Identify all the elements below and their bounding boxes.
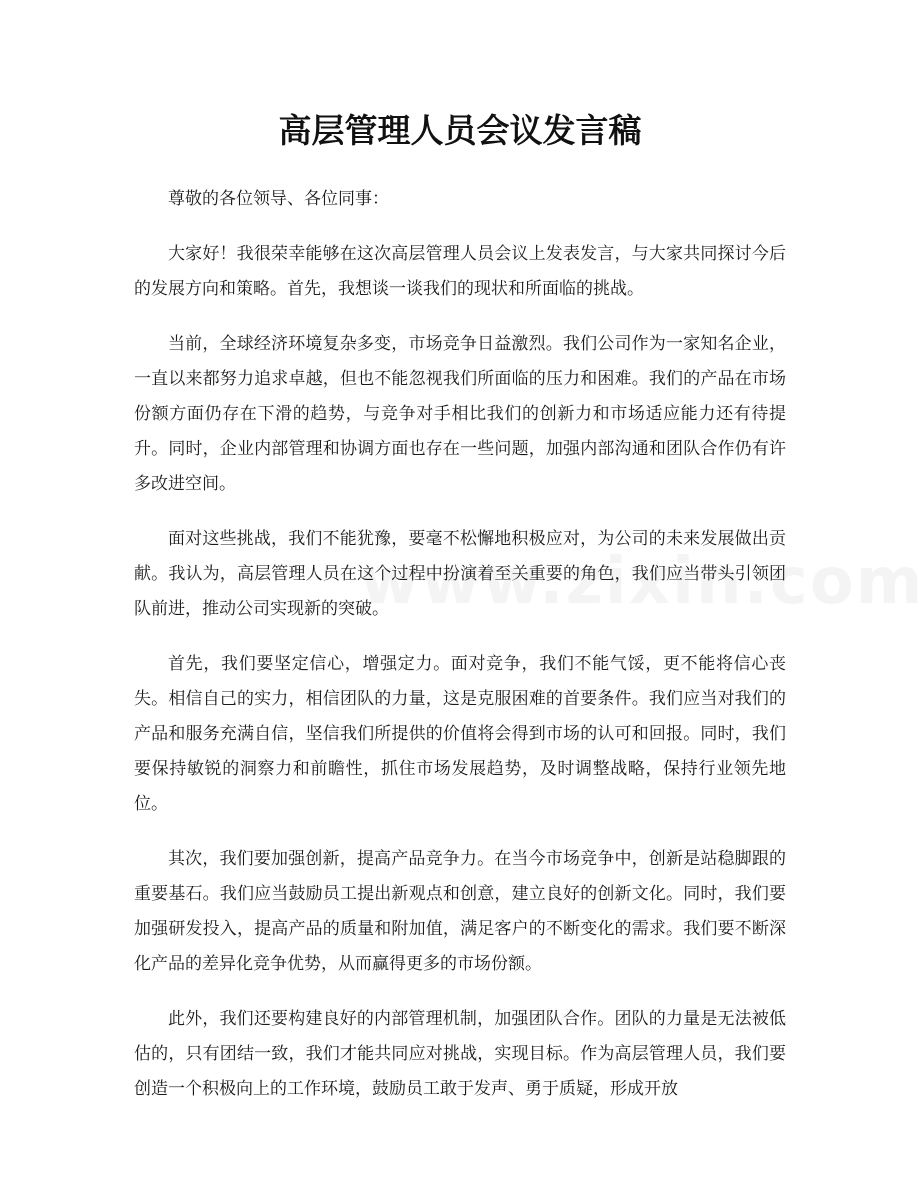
document-body: [134, 182, 786, 1127]
paragraph: 首先，我们要坚定信心，增强定力。面对竞争，我们不能气馁，更不能将信心丧失。相信自己的实力，相信团队的力量，这是克服困难的首要条件。我们应当对我们的产品和服务充满自信，坚信我们所提供的价值将会得到市场的认可和回报。同时，我们要保持敏锐的洞察力和前瞻性，抓住市场发展趋势，及时调整战略，保持行业领先地位。: [134, 654, 786, 814]
paragraph: 当前，全球经济环境复杂多变，市场竞争日益激烈。我们公司作为一家知名企业，一直以来都努力追求卓越，但也不能忽视我们所面临的压力和困难。我们的产品在市场份额方面仍存在下滑的趋势，与竞争对手相比我们的创新力和市场适应能力还有待提升。同时，企业内部管理和协调方面也存在一些问题，加强内部沟通和团队合作仍有许多改进空间。: [134, 334, 786, 494]
paragraph: 其次，我们要加强创新，提高产品竞争力。在当今市场竞争中，创新是站稳脚跟的重要基石。我们应当鼓励员工提出新观点和创意，建立良好的创新文化。同时，我们要加强研发投入，提高产品的质量和附加值，满足客户的不断变化的需求。我们要不断深化产品的差异化竞争优势，从而赢得更多的市场份额。: [134, 849, 786, 974]
paragraph: 大家好！我很荣幸能够在这次高层管理人员会议上发表发言，与大家共同探讨今后的发展方向和策略。首先，我想谈一谈我们的现状和所面临的挑战。: [134, 244, 786, 299]
document-title: 高层管理人员会议发言稿: [278, 111, 642, 150]
salutation: 尊敬的各位领导、各位同事：: [168, 189, 389, 209]
paragraph: 面对这些挑战，我们不能犹豫，要毫不松懈地积极应对，为公司的未来发展做出贡献。我认为，高层管理人员在这个过程中扮演着至关重要的角色，我们应当带头引领团队前进，推动公司实现新的突破。: [134, 529, 786, 619]
paragraph: 此外，我们还要构建良好的内部管理机制，加强团队合作。团队的力量是无法被低估的，只有团结一致，我们才能共同应对挑战，实现目标。作为高层管理人员，我们要创造一个积极向上的工作环境，鼓励员工敢于发声、勇于质疑，形成开放: [134, 1009, 786, 1099]
